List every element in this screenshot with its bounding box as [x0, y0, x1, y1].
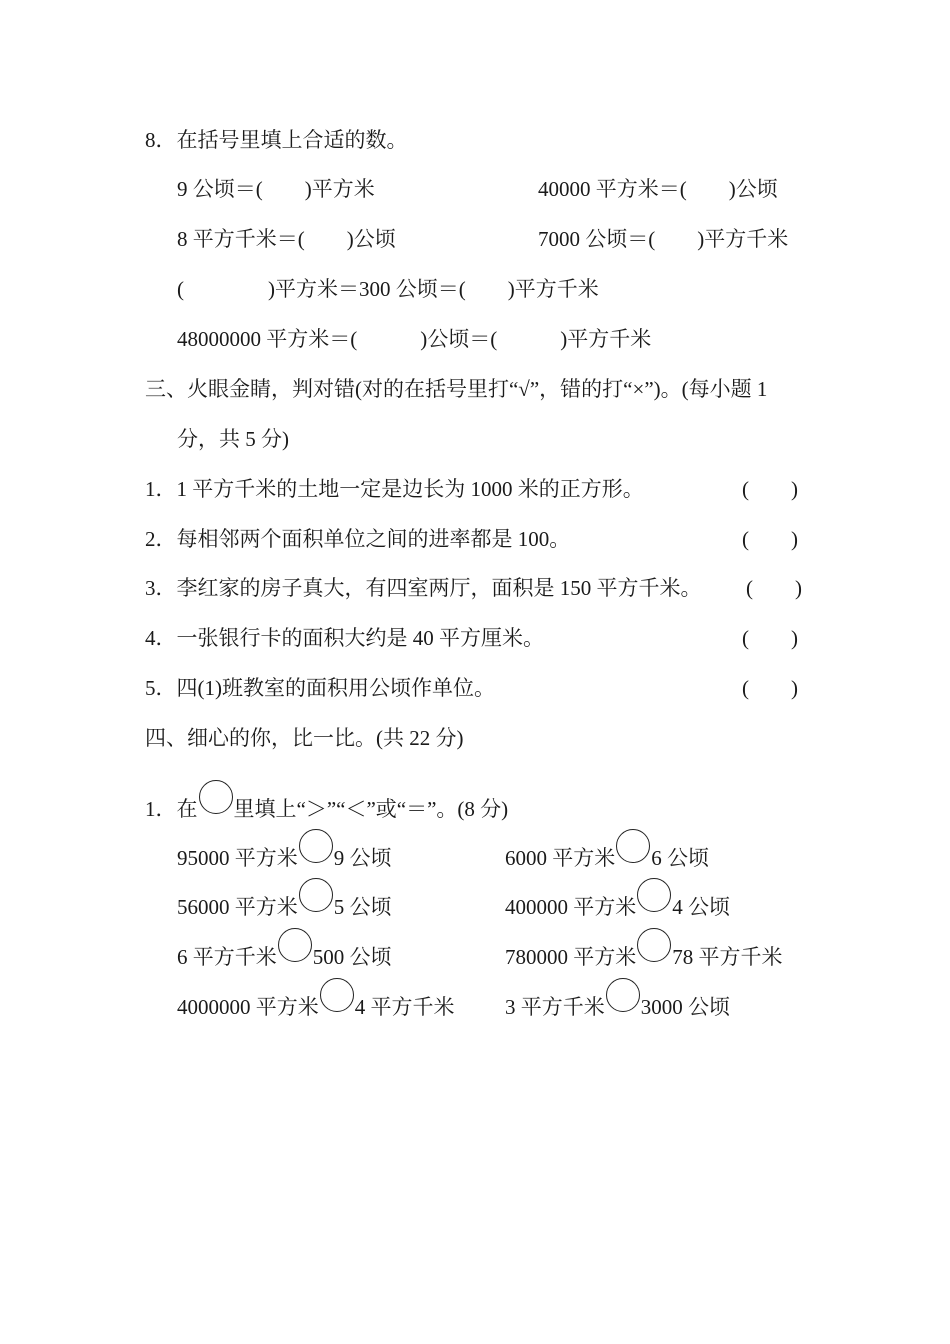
fill-item-5: ( )平方米＝300 公顷＝( )平方千米 [177, 277, 599, 301]
compare-row-1-right [505, 829, 709, 870]
judge-question-3: 3．李红家的房子真大，有四室两厅，面积是 150 平方千米。 [145, 576, 702, 600]
compare-circle-3[interactable] [299, 878, 333, 912]
section-4-title: 四、细心的你，比一比。(共 22 分) [145, 726, 464, 750]
compare-row-3-left [177, 928, 392, 969]
judge-answer-paren-4[interactable]: ( ) [742, 626, 798, 650]
judge-question-2: 2．每相邻两个面积单位之间的进率都是 100。 [145, 527, 571, 551]
compare-row-3-right [505, 928, 783, 969]
circle-example-icon [199, 780, 233, 814]
compare-circle-1[interactable] [299, 829, 333, 863]
compare-instruction [145, 780, 509, 821]
fill-item-4: 7000 公顷＝( )平方千米 [538, 227, 789, 251]
judge-answer-paren-2[interactable]: ( ) [742, 527, 798, 551]
compare-left-value: 6000 平方米 [505, 846, 616, 870]
compare-instruction-suffix: 里填上“＞”“＜”或“＝”。(8 分) [233, 797, 509, 821]
compare-left-value: 4000000 平方米 [177, 995, 319, 1019]
compare-row-4-right [505, 978, 730, 1019]
judge-answer-paren-3[interactable]: ( ) [746, 576, 802, 600]
compare-instruction-prefix: 1．在 [145, 797, 198, 821]
compare-right-value: 4 平方千米 [354, 995, 455, 1019]
compare-circle-8[interactable] [606, 978, 640, 1012]
compare-circle-7[interactable] [320, 978, 354, 1012]
compare-right-value: 4 公顷 [672, 895, 730, 919]
compare-left-value: 400000 平方米 [505, 895, 637, 919]
compare-circle-6[interactable] [637, 928, 671, 962]
fill-item-3: 8 平方千米＝( )公顷 [177, 227, 396, 251]
compare-left-value: 95000 平方米 [177, 846, 298, 870]
judge-question-1: 1．1 平方千米的土地一定是边长为 1000 米的正方形。 [145, 477, 644, 501]
compare-circle-5[interactable] [278, 928, 312, 962]
judge-question-4: 4．一张银行卡的面积大约是 40 平方厘米。 [145, 626, 544, 650]
compare-right-value: 500 公顷 [312, 945, 392, 969]
compare-circle-2[interactable] [616, 829, 650, 863]
compare-left-value: 780000 平方米 [505, 945, 637, 969]
judge-answer-paren-1[interactable]: ( ) [742, 477, 798, 501]
fill-item-2: 40000 平方米＝( )公顷 [538, 177, 778, 201]
compare-right-value: 5 公顷 [333, 895, 392, 919]
fill-item-6: 48000000 平方米＝( )公顷＝( )平方千米 [177, 327, 652, 351]
compare-right-value: 6 公顷 [651, 846, 709, 870]
section-3-title: 三、火眼金睛，判对错(对的在括号里打“√”，错的打“×”)。(每小题 1 [145, 377, 768, 401]
compare-circle-4[interactable] [637, 878, 671, 912]
judge-answer-paren-5[interactable]: ( ) [742, 676, 798, 700]
compare-right-value: 78 平方千米 [672, 945, 783, 969]
compare-row-2-left [177, 878, 392, 919]
question-8-title: 8．在括号里填上合适的数。 [145, 128, 408, 152]
fill-item-1: 9 公顷＝( )平方米 [177, 177, 375, 201]
compare-left-value: 56000 平方米 [177, 895, 298, 919]
compare-row-4-left [177, 978, 455, 1019]
compare-row-1-left [177, 829, 392, 870]
compare-right-value: 3000 公顷 [640, 995, 730, 1019]
compare-row-2-right [505, 878, 730, 919]
compare-left-value: 3 平方千米 [505, 995, 605, 1019]
compare-right-value: 9 公顷 [333, 846, 392, 870]
compare-left-value: 6 平方千米 [177, 945, 277, 969]
section-3-title-cont: 分，共 5 分) [177, 427, 289, 451]
judge-question-5: 5．四(1)班教室的面积用公顷作单位。 [145, 676, 495, 700]
